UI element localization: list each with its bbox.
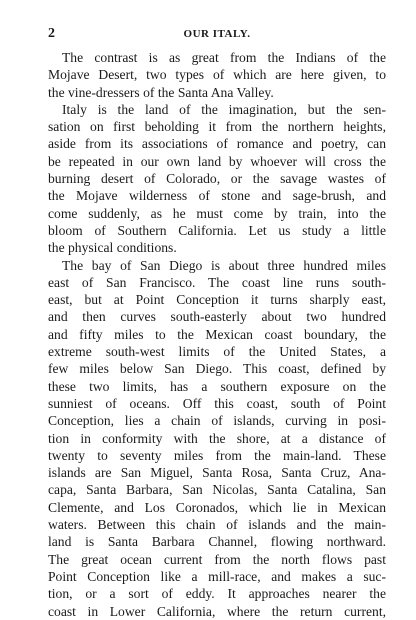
text-line: coast in Lower California, where the return current, bbox=[48, 603, 386, 619]
text-line: Italy is the land of the imagination, but the sen- bbox=[62, 101, 386, 117]
text-line: few miles below San Diego. This coast, defined by bbox=[48, 361, 386, 377]
text-line: waters. Between this chain of islands and the main- bbox=[48, 517, 386, 533]
text-line: tion, or a sort of eddy. It approaches nearer the bbox=[48, 586, 386, 602]
running-head: OUR ITALY. bbox=[183, 28, 251, 40]
paragraph-1 bbox=[48, 49, 386, 101]
text-line: and then curves south-easterly about two hundred bbox=[48, 309, 386, 325]
text-line: islands are San Miguel, Santa Rosa, Santa Cruz, Ana- bbox=[48, 465, 386, 481]
text-line: extreme south-west limits of the United States, a bbox=[48, 344, 386, 360]
text-line: sation on first beholding it from the northern heights, bbox=[48, 119, 386, 135]
paragraph-3 bbox=[48, 257, 386, 620]
text-line: The bay of San Diego is about three hundred miles bbox=[62, 257, 386, 273]
text-line: sunniest of oceans. Off this coast, south of Point bbox=[48, 395, 386, 411]
text-line: Point Conception like a mill-race, and makes a suc- bbox=[48, 568, 386, 584]
text-line: Clemente, and Los Coronados, which lie in Mexican bbox=[48, 499, 386, 515]
text-line: The great ocean current from the north flows past bbox=[48, 551, 386, 567]
text-line: Conception, lies a chain of islands, curving in posi- bbox=[48, 413, 386, 429]
text-line: tion in conformity with the shore, at a distance of bbox=[48, 430, 386, 446]
page-number: 2 bbox=[48, 26, 55, 41]
text-line: east, but at Point Conception it turns sharply east, bbox=[48, 292, 386, 308]
text-line: come suddenly, as he must come by train, into the bbox=[48, 205, 386, 221]
text-line: twenty to seventy miles from the main-land. These bbox=[48, 447, 386, 463]
text-line: capa, Santa Barbara, San Nicolas, Santa Catalina, San bbox=[48, 482, 386, 498]
text-line: The contrast is as great from the Indians of the bbox=[62, 50, 386, 65]
text-line: be repeated in our own land by whoever will cross the bbox=[48, 153, 386, 169]
text-line: aside from its associations of romance and poetry, can bbox=[48, 136, 386, 152]
text-line: these two limits, has a southern exposure on the bbox=[48, 378, 386, 394]
page-header bbox=[48, 26, 386, 42]
text-line: and fifty miles to the Mexican coast boundary, the bbox=[48, 326, 386, 342]
text-line: bloom of Southern California. Let us study a little bbox=[48, 222, 386, 238]
body-text bbox=[48, 49, 386, 620]
text-line: the Mojave wilderness of stone and sage-brush, and bbox=[48, 188, 386, 204]
text-line: burning desert of Colorado, or the savage wastes of bbox=[48, 171, 386, 187]
text-line: the physical conditions. bbox=[48, 240, 177, 256]
text-line: east of San Francisco. The coast line runs south- bbox=[48, 274, 386, 290]
paragraph-2 bbox=[48, 101, 386, 257]
text-line: land is Santa Barbara Channel, flowing northward. bbox=[48, 534, 386, 550]
text-line: the vine-dressers of the Santa Ana Valley. bbox=[48, 84, 274, 100]
text-line: Mojave Desert, two types of which are here given, to bbox=[48, 67, 386, 83]
